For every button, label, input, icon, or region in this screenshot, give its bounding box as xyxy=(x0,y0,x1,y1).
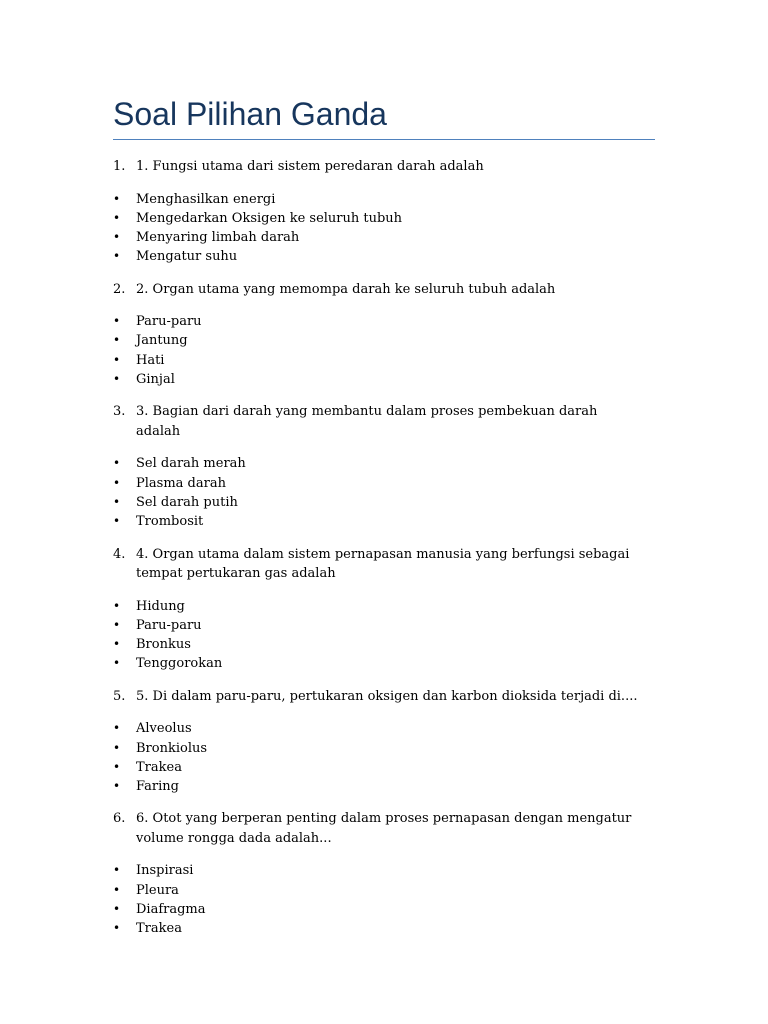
option-label: Mengedarkan Oksigen ke seluruh tubuh xyxy=(136,210,403,226)
option-label: Jantung xyxy=(136,333,188,349)
option-label: Hidung xyxy=(136,598,185,614)
option-label: Sel darah merah xyxy=(136,456,246,472)
bullet-icon: • xyxy=(113,352,121,367)
option-list xyxy=(113,597,643,674)
bullet-icon: • xyxy=(113,656,121,671)
option-label: Alveolus xyxy=(136,721,192,737)
option-item xyxy=(113,454,643,473)
question-text: 3. Bagian dari darah yang membantu dalam proses pembekuan darah adalah xyxy=(136,404,598,439)
option-list xyxy=(113,454,643,531)
bullet-icon: • xyxy=(113,721,121,736)
bullet-icon: • xyxy=(113,617,121,632)
bullet-icon: • xyxy=(113,514,121,529)
question-list xyxy=(113,157,643,952)
option-list xyxy=(113,719,643,796)
bullet-icon: • xyxy=(113,863,121,878)
option-item xyxy=(113,370,643,389)
question-text: 4. Organ utama dalam sistem pernapasan manusia yang berfungsi sebagai tempat pertukaran gas adalah xyxy=(136,546,630,582)
option-label: Faring xyxy=(136,779,179,795)
question-5 xyxy=(113,687,643,707)
bullet-icon: • xyxy=(113,598,121,613)
option-item xyxy=(113,312,643,331)
option-item xyxy=(113,919,643,938)
option-item xyxy=(113,493,643,512)
bullet-icon: • xyxy=(113,210,121,225)
option-item xyxy=(113,739,643,758)
bullet-icon: • xyxy=(113,882,121,897)
option-label: Diafragma xyxy=(136,902,206,918)
bullet-icon: • xyxy=(113,372,121,387)
bullet-icon: • xyxy=(113,779,121,794)
option-item xyxy=(113,512,643,531)
bullet-icon: • xyxy=(113,740,121,755)
question-1 xyxy=(113,157,643,177)
option-label: Trombosit xyxy=(136,514,204,530)
option-item xyxy=(113,635,643,654)
option-label: Sel darah putih xyxy=(136,494,238,510)
question-text: 5. Di dalam paru-paru, pertukaran oksigen dan karbon dioksida terjadi di.... xyxy=(136,688,638,704)
option-list xyxy=(113,861,643,938)
question-text: 6. Otot yang berperan penting dalam proses pernapasan dengan mengatur volume rongga dada adalah... xyxy=(136,811,632,846)
question-text: 1. Fungsi utama dari sistem peredaran darah adalah xyxy=(136,159,484,174)
option-item xyxy=(113,758,643,777)
bullet-icon: • xyxy=(113,333,121,348)
option-label: Bronkiolus xyxy=(136,740,208,756)
question-number: 1. xyxy=(113,159,126,174)
question-number: 2. xyxy=(113,281,126,297)
question-6 xyxy=(113,809,643,848)
option-label: Trakea xyxy=(136,921,182,937)
option-item xyxy=(113,900,643,919)
bullet-icon: • xyxy=(113,314,121,329)
question-4 xyxy=(113,545,643,584)
option-item xyxy=(113,616,643,635)
option-label: Pleura xyxy=(136,882,179,898)
question-number: 5. xyxy=(113,688,126,704)
bullet-icon: • xyxy=(113,494,121,509)
option-item xyxy=(113,719,643,738)
bullet-icon: • xyxy=(113,191,121,206)
option-label: Paru-paru xyxy=(136,314,202,330)
option-label: Menghasilkan energi xyxy=(136,191,276,207)
option-item xyxy=(113,597,643,616)
bullet-icon: • xyxy=(113,475,121,490)
option-label: Paru-paru xyxy=(136,617,202,633)
option-label: Bronkus xyxy=(136,637,191,653)
option-item xyxy=(113,331,643,350)
title-underline xyxy=(113,139,655,140)
page-title: Soal Pilihan Ganda xyxy=(113,96,387,132)
option-list xyxy=(113,312,643,389)
bullet-icon: • xyxy=(113,249,121,264)
bullet-icon: • xyxy=(113,456,121,471)
option-item xyxy=(113,474,643,493)
question-text: 2. Organ utama yang memompa darah ke seluruh tubuh adalah xyxy=(136,281,556,297)
option-label: Trakea xyxy=(136,759,182,775)
bullet-icon: • xyxy=(113,637,121,652)
option-label: Tenggorokan xyxy=(136,656,223,672)
option-list xyxy=(113,190,643,267)
option-label: Menyaring limbah darah xyxy=(136,230,300,246)
option-item xyxy=(113,881,643,900)
question-2 xyxy=(113,280,643,300)
question-3 xyxy=(113,402,643,441)
option-item xyxy=(113,247,643,266)
option-item xyxy=(113,654,643,673)
option-label: Ginjal xyxy=(136,372,175,388)
option-label: Plasma darah xyxy=(136,475,226,491)
option-item xyxy=(113,209,643,228)
option-item xyxy=(113,190,643,209)
option-label: Hati xyxy=(136,352,165,368)
option-item xyxy=(113,228,643,247)
question-number: 3. xyxy=(113,404,126,420)
bullet-icon: • xyxy=(113,230,121,245)
option-item xyxy=(113,777,643,796)
question-number: 6. xyxy=(113,811,126,827)
bullet-icon: • xyxy=(113,921,121,936)
bullet-icon: • xyxy=(113,759,121,774)
bullet-icon: • xyxy=(113,902,121,917)
option-label: Mengatur suhu xyxy=(136,249,238,265)
question-number: 4. xyxy=(113,546,126,562)
option-label: Inspirasi xyxy=(136,863,194,879)
option-item xyxy=(113,351,643,370)
option-item xyxy=(113,861,643,880)
